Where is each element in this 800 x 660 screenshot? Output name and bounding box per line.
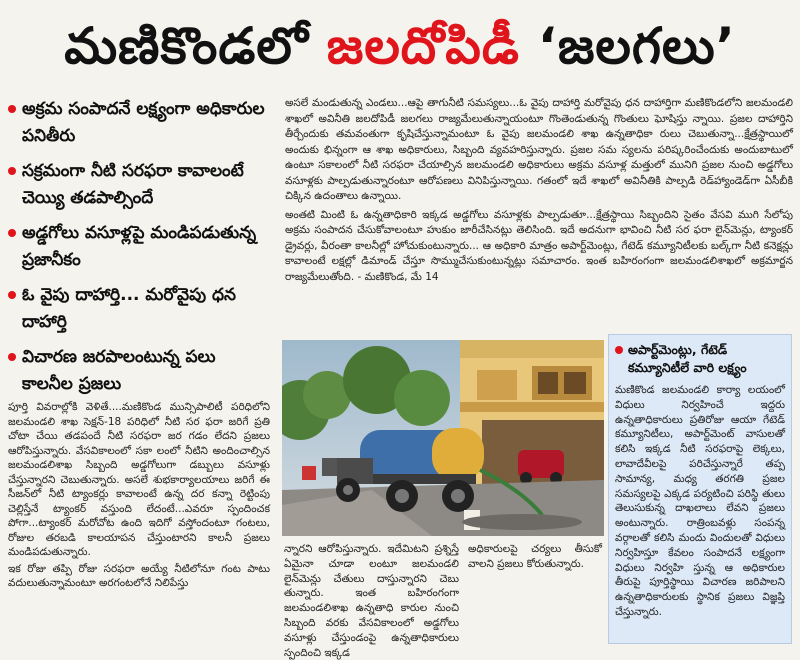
highlight-item xyxy=(8,282,270,336)
info-box-title xyxy=(615,341,785,377)
bullet-icon xyxy=(8,167,16,175)
highlight-text: అడ్డగోలు వసూళ్లపై మండిపడుతున్న ప్రజానీకం xyxy=(22,223,257,270)
info-box-text: మణికొండ జలమండలి కార్యా లయంలో విధులు నిర్వహించే ఇద్దరు ఉన్నతాధికారులు ప్రతిరోజు ఆయా గేటెడ్ కమ్యూనిటీలు, అపార్ట్‌మెంట్ వాసులతో కలిసి ఇక్కడ నీటి సరఫరాపై లెక్కలు, లావాదేవీలపై పరిచేస్తున్నారే తప్ప సామాన్య, మధ్య తరగతి ప్రజల సమస్యలపై ఎక్కడ పర్యటించి పరిస్థి తులు తెలుసుకున్న దాఖలాలు లేవని ప్రజలు అంటున్నారు. రాత్రింబవళ్లు సంపన్న వర్గాలతో కలిసి మందు విందులతో విధులు నిర్వహిస్తూ కేవలం సంపాదనే లక్ష్యంగా విధులు నిర్వహి స్తున్న ఆ అధికారుల తీరుపై పూర్తిస్థాయి విచారణ జరిపాలని ఉన్నతాధికారులకు స్థానిక ప్రజలు విజ్ఞప్తి చేస్తున్నారు. xyxy=(615,384,785,618)
headline-part-black: మణికొండలో xyxy=(64,17,309,75)
highlight-text: అక్రమ సంపాదనే లక్ష్యంగా అధికారుల పనితీరు xyxy=(22,99,265,146)
headline-part-quote: ‘జలగలు’ xyxy=(537,17,736,75)
headline-part-red: జలదోపిడీ xyxy=(326,17,520,75)
top-body-paragraph: అంతటి మింటి ఓ ఉన్నతాధికారి ఇక్కడ అడ్డగోలు వసూళ్లకు పాల్పడుతూ...క్షేత్రస్థాయి సిబ్బందిని సైతం వేసవి ముగి సేలోపు అక్రమ సంపాదన చేసుకోవాలంటూ హుకుం జారీచేసినట్లు తెలిసింది. ఇదే అదనుగా భావించి నీటి సర ఫరా లైన్‌మెన్లు, ట్యాంకర్ డ్రైవర్లు, వీరంతా కాలనీల్లో హోచుకుంటున్నారు... ఆ అధికారి మాత్రం అపార్ట్‌మెంట్లు, గేటెడ్ కమ్యూనిటీలకు బల్క్‌గా నీటి కనెక్షన్లు కావాలంటే లక్షల్లో డిమాండ్ చేస్తూ సొమ్ముచేసుకుంటున్నట్లు సమాచారం. ఇంత బహిరంగంగా జలమండలిశాఖలో అక్రమార్జన రాజ్యమేలుతోంది. - మణికొండ, మే 14 xyxy=(285,208,793,283)
bullet-icon xyxy=(8,353,16,361)
highlight-item xyxy=(8,158,270,212)
highlight-text: ఓ వైపు దాహార్తి... మరోవైపు ధన దాహార్తి xyxy=(22,285,236,332)
bullet-icon xyxy=(8,105,16,113)
highlight-item xyxy=(8,96,270,150)
bullet-icon xyxy=(615,346,623,354)
left-body-paragraph: పూర్తి వివరాల్లోకి వెళితే....మణికొండ మున్సిపాలిటీ పరిధిలోని జలమండలి శాఖ సెక్షన్-18 పరిధిలో నీటి సర ఫరా జరిగే ప్రతి చోటా చేయి తడపందే నీటి సరఫరా జర గడం లేదని ప్రజలు ఆరోపిస్తున్నారు. వేసవికాలంలో సకా లంలో నీటిని అందించాల్సిన జలమండలిశాఖ సిబ్బంది అడ్డగోలుగా డబ్బులు వసూళ్లు చేస్తున్నారని చెబుతున్నారు. అసలే శుభకార్యాలయాలు జరిగే ఈ సీజన్‌లో నీటి ట్యాంకర్లు కావాలంటే ఉన్న దర కన్నా రెట్టింపు చెల్లిస్తేనే ట్యాంకర్ వస్తుంది లేదంటే...ఎవరూ స్పందించక పోగా...ట్యాంకర్ మరోచోట ఉంది ఇదిగో వస్తోందంటూ గంటలు, రోజుల తరబడి కాలయాపన చేస్తుంటారని కాలనీ ప్రజలు మండిపడుతున్నారు. xyxy=(8,401,270,558)
headline xyxy=(0,0,800,92)
top-body-paragraph: అసలే మండుతున్న ఎండలు...ఆపై తాగునీటి సమస్యలు...ఓ వైపు దాహార్తి మరోవైపు ధన దాహార్తిగా మణికొండలోని జలమండలి శాఖలో అవినీతి జలదోపిడీ జలగలు రాజ్యమేలుతున్నాయంటూ గొంతెండుతున్న గొంతులు ఘోషిస్తు న్నాయి. ప్రజల దాహార్తిని తీర్చేందుకు తమవంతుగా కృషిచేస్తున్నామంటూ ఓ వైపు జలమండలి శాఖ ఉన్నతాధికా రులు చెబుతున్నా...క్షేత్రస్థాయిలో అందుకు భిన్నంగా ఆ శాఖ అధికారులు, సిబ్బంది వ్యవహరిస్తున్నారు. ప్రజల సమ స్యలను పరిష్కరించేందుకు అందుబాటులో ఉంటూ సకాలంలో నీటి సరఫరా చేయాల్సిన జలమండలి అధికారులు అక్రమ వసూళ్ల మత్తులో మునిగి ప్రజల నుంచి అడ్డగోలు వసూళ్లకు పాల్పడుతున్నారంటూ ఆరోపణలు వినిపిస్తున్నాయి. గతంలో ఇదే శాఖలో అవినీతికి పాల్పడి రెడ్‌హ్యాండెడ్‌గా ఏసీబీకి చిక్కిన ఉదంతాలు ఉన్నాయి. xyxy=(285,97,793,202)
highlight-item xyxy=(8,220,270,274)
info-box xyxy=(608,334,792,644)
highlight-text: విచారణ జరపాలంటున్న పలు కాలనీల ప్రజలు xyxy=(22,347,216,394)
bottom-column-2: అధికారులపై చర్యలు తీసుకో వాలని ప్రజలు కోరుతున్నారు. xyxy=(468,543,602,570)
water-tanker-photo xyxy=(282,340,604,536)
bullet-icon xyxy=(8,229,16,237)
highlights-list xyxy=(8,96,270,406)
left-body-paragraph: ఇక రోజు తప్పి రోజు సరఫరా అయ్యే నీటిలోనూ గంట పాటు వదులుతున్నామంటూ అరగంటలోనే నిలిపేస్తు xyxy=(8,562,270,589)
info-box-title-text: అపార్ట్‌మెంట్లు, గేటెడ్ కమ్యూనిటీలే వారి లక్ష్యం xyxy=(628,342,747,375)
top-body-text xyxy=(285,96,793,288)
highlight-item xyxy=(8,344,270,398)
highlight-text: సక్రమంగా నీటి సరఫరా కావాలంటే చెయ్యి తడపాల్సిందే xyxy=(22,161,244,208)
left-body-text xyxy=(8,400,270,593)
bottom-column-1: న్నారని ఆరోపిస్తున్నారు. ఇదేమిటని ప్రశ్నిస్తే ఏమైనా చూడా లంటూ జలమండలి లైన్‌మెన్లు చేతులు దాస్తున్నారని చెబు తున్నారు. ఇంత బహిరంగంగా జలమండలిశాఖ ఉన్నతాధి కారుల నుంచి సిబ్బంది వరకు వేసవికాలంలో అడ్డగోలు వసూళ్లు చేస్తుండంపై ఉన్నతాధికారులు స్పందించి ఇక్కడ xyxy=(284,543,459,659)
bullet-icon xyxy=(8,291,16,299)
